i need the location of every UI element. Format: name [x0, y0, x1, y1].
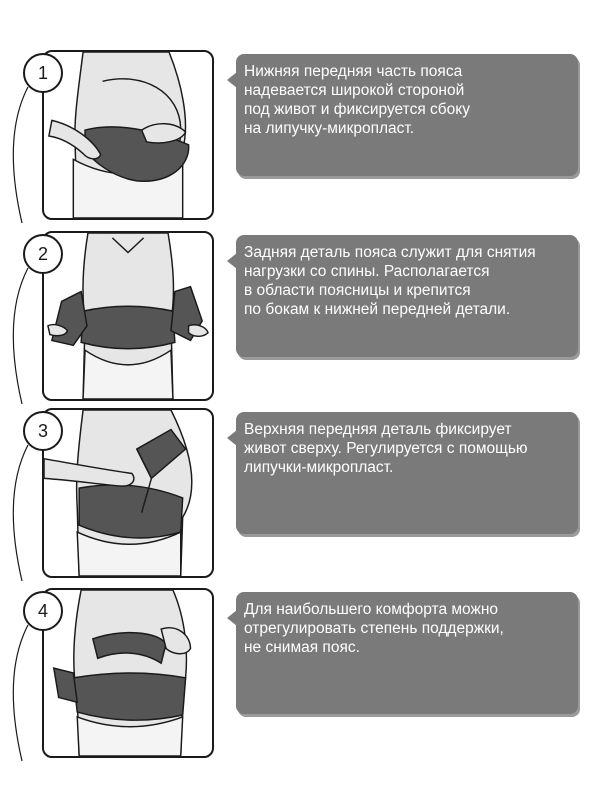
belt-upper-front-illustration: [42, 408, 214, 578]
instruction-bubble: [236, 412, 578, 534]
instruction-line: живот сверху. Регулируется с помощью: [244, 440, 528, 457]
instruction-line: отрегулировать степень поддержки,: [244, 620, 504, 637]
instruction-bubble: [236, 592, 578, 714]
instruction-bubble: [236, 54, 578, 176]
instruction-text: [244, 420, 568, 477]
instruction-text: [244, 243, 568, 319]
instruction-line: Нижняя передняя часть пояса: [244, 63, 463, 80]
illustration-figure: [44, 410, 212, 576]
step-number-badge: 4: [23, 591, 63, 631]
step-1: [0, 47, 600, 227]
instruction-line: надевается широкой стороной: [244, 82, 465, 99]
illustration-figure: [44, 233, 212, 399]
instruction-text: [244, 600, 568, 657]
step-number-badge: 3: [23, 411, 63, 451]
step-4: [0, 585, 600, 765]
belt-lower-front-illustration: [42, 50, 214, 220]
instruction-line: под живот и фиксируется сбоку: [244, 101, 470, 118]
instruction-line: Задняя деталь пояса служит для снятия: [244, 244, 536, 261]
instruction-line: Для наибольшего комфорта можно: [244, 601, 499, 618]
instruction-line: не снимая пояс.: [244, 639, 360, 656]
instruction-line: нагрузки со спины. Располагается: [244, 263, 490, 280]
step-3: [0, 405, 600, 585]
step-number-badge: 2: [23, 234, 63, 274]
instruction-line: в области поясницы и крепится: [244, 282, 471, 299]
instruction-line: липучки-микропласт.: [244, 459, 394, 476]
instruction-line: Верхняя передняя деталь фиксирует: [244, 421, 512, 438]
illustration-figure: [44, 52, 212, 218]
instruction-line: на липучку-микропласт.: [244, 120, 415, 137]
belt-back-panel-illustration: [42, 231, 214, 401]
instruction-text: [244, 62, 568, 138]
instruction-line: по бокам к нижней передней детали.: [244, 301, 511, 318]
instruction-bubble: [236, 235, 578, 357]
step-number-badge: 1: [23, 53, 63, 93]
belt-adjust-illustration: [42, 588, 214, 758]
step-2: [0, 228, 600, 408]
illustration-figure: [44, 590, 212, 756]
